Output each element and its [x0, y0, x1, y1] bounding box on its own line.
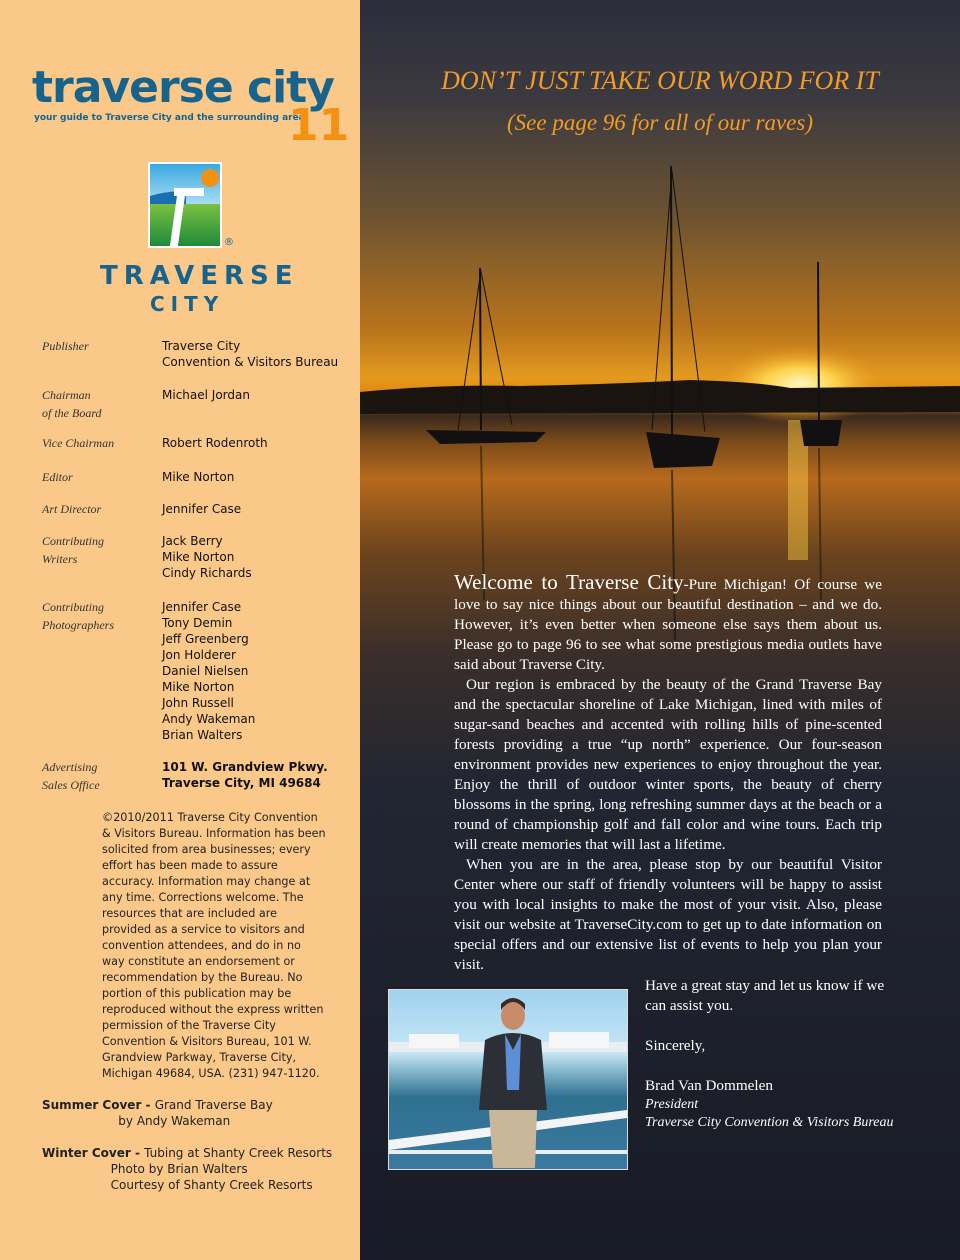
winter-cover-credit	[42, 1145, 332, 1193]
masthead-label-vice-chairman: Vice Chairman	[42, 436, 115, 450]
winter-cover-text: Tubing at Shanty Creek Resorts Photo by Brian Walters Courtesy of Shanty Creek Resorts	[110, 1146, 333, 1192]
welcome-letter	[454, 572, 882, 975]
masthead-label-editor: Editor	[42, 470, 73, 484]
headline: DON’T JUST TAKE OUR WORD FOR IT	[441, 66, 879, 95]
signer-name: Brad Van Dommelen	[645, 1077, 773, 1094]
sunset-photo-panel	[360, 0, 960, 1260]
copyright-notice: ©2010/2011 Traverse City Convention & Visitors Bureau. Information has been solicited from area businesses; every effort has been made to assure accuracy. Information may change at any time. Corrections welcome. The resources that are included are provided as a service to visitors and convention attendees, and do in no way constitute an endorsement or recommendation by the Bureau. No portion of this publication may be reproduced without the express written permission of the Traverse City Convention & Visitors Bureau, 101 W. Grandview Parkway, Traverse City, Michigan 49684, USA. (231) 947-1120.	[102, 811, 326, 1080]
registered-mark: ®	[224, 237, 234, 248]
masthead-value-vice-chairman: Robert Rodenroth	[162, 436, 268, 450]
masthead-label-publisher: Publisher	[42, 339, 89, 353]
traverse-city-emblem-icon	[146, 160, 226, 252]
signer-title: President	[645, 1097, 699, 1112]
winter-cover-label: Winter Cover -	[42, 1146, 145, 1160]
president-photo	[388, 989, 628, 1170]
masthead-label-sales-office: Advertising Sales Office	[42, 760, 100, 792]
letter-paragraph-2: Our region is embraced by the beauty of the Grand Traverse Bay and the spectacular shoreline of Lake Michigan, lined with miles of sugar-sand beaches and accented with rolling hills of pine-scented forests providing a true “up north” experience. Our four-season environment provides new experiences to enjoy throughout the year. Enjoy the thrill of outdoor winter sports, the beauty of cherry blossoms in the spring, long refreshing summer days at the beach or a round of championship golf and fall color and wine tours. Each trip will create memories that will last a lifetime.	[454, 676, 882, 853]
logo-tagline: your guide to Traverse City and the surrounding area	[34, 113, 305, 123]
edition-number: 11	[288, 100, 350, 151]
letter-paragraph-3: When you are in the area, please stop by our beautiful Visitor Center where our staff of friendly volunteers will be happy to assist you with local insights to make the most of your visit. Also, please visit our website at TraverseCity.com to get up to date information on special offers and our extensive list of events to help you plan your visit.	[454, 856, 882, 973]
masthead-panel	[0, 0, 360, 1260]
signature-block	[645, 976, 905, 1132]
summer-cover-credit	[42, 1097, 273, 1129]
letter-paragraph-1: -Pure Michigan! Of course we love to say nice things about our beautiful destination – and we do. However, it’s even better when someone else says them about us. Please go to page 96 to see what some prestigious media outlets have said about Traverse City.	[454, 576, 882, 673]
emblem-line1: TRAVERSE	[100, 261, 299, 291]
masthead-value-writers: Jack Berry Mike Norton Cindy Richards	[162, 534, 252, 580]
masthead-label-art-director: Art Director	[42, 502, 102, 516]
masthead-label-chairman: Chairman of the Board	[42, 388, 102, 420]
closing-line: Have a great stay and let us know if we can assist you.	[645, 977, 885, 1014]
masthead-value-editor: Mike Norton	[162, 470, 235, 484]
subheadline: (See page 96 for all of our raves)	[507, 110, 813, 135]
signer-organization: Traverse City Convention & Visitors Bureau	[645, 1115, 894, 1130]
logo-wordmark: traverse city	[32, 62, 334, 113]
masthead-value-publisher: Traverse City Convention & Visitors Bureau	[162, 339, 339, 369]
masthead-value-art-director: Jennifer Case	[162, 502, 242, 516]
welcome-heading: Welcome to Traverse City	[454, 570, 684, 594]
masthead-label-writers: Contributing Writers	[42, 534, 105, 566]
summer-cover-label: Summer Cover -	[42, 1098, 155, 1112]
masthead-value-photographers: Jennifer Case Tony Demin Jeff Greenberg Jon Holderer Daniel Nielsen Mike Norton John Russell Andy Wakeman Brian Walters	[162, 600, 256, 742]
masthead-value-sales-office: 101 W. Grandview Pkwy. Traverse City, MI 49684	[162, 760, 328, 790]
summer-cover-text: Grand Traverse Bay by Andy Wakeman	[118, 1098, 273, 1128]
emblem-line2: CITY	[150, 292, 225, 316]
sincerely: Sincerely,	[645, 1037, 706, 1054]
masthead-value-chairman: Michael Jordan	[162, 388, 250, 402]
president-portrait-image	[389, 990, 627, 1169]
masthead-label-photographers: Contributing Photographers	[42, 600, 114, 632]
